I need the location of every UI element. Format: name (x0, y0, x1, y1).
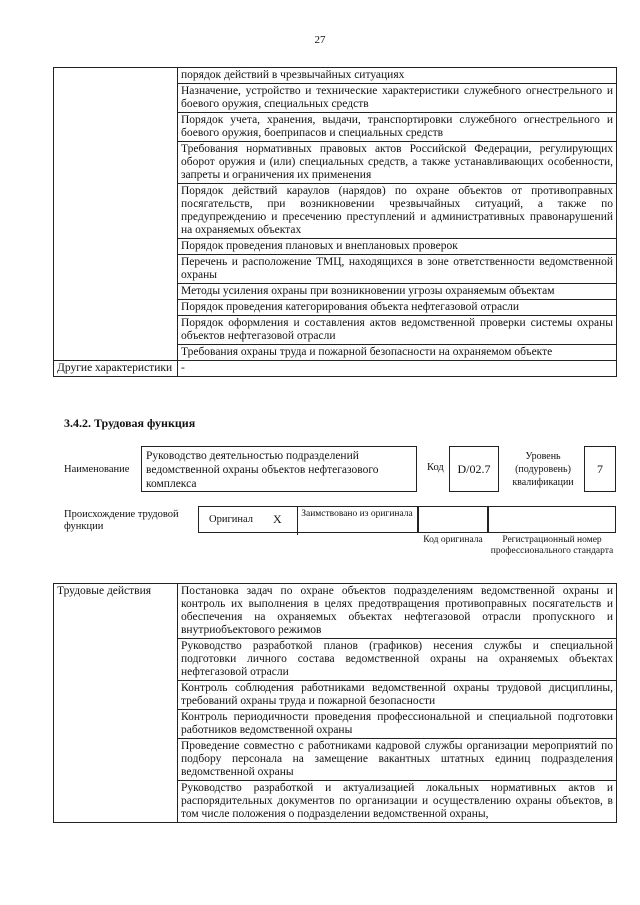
knowledge-item: Перечень и расположение ТМЦ, находящихся в зоне ответственности ведомственной охраны (178, 255, 617, 284)
knowledge-item: Требования нормативных правовых актов Российской Федерации, регулирующих оборот оружия и (или) специальных средств, а также устанавливающих особенности, запреты и ограничения их применения (178, 142, 617, 184)
knowledge-item: Порядок учета, хранения, выдачи, транспортировки служебного огнестрельного и боевого оружия, боеприпасов и специальных средств (178, 113, 617, 142)
level-label: Уровень (подуровень) квалификации (512, 451, 574, 488)
knowledge-item: Назначение, устройство и технические характеристики служебного огнестрельного и боевого оружия, специальных средств (178, 84, 617, 113)
knowledge-item: Порядок действий караулов (нарядов) по охране объектов от противоправных посягательств, при возникновении чрезвычайных ситуаций, а также по предупреждению и пресечению преступлений и административных правонарушений на охраняемых объектах (178, 184, 617, 239)
labor-action-item: Контроль соблюдения работниками ведомственной охраны трудовой дисциплины, требований охраны труда и пожарной безопасности (178, 681, 617, 710)
knowledge-item: порядок действий в чрезвычайных ситуациях (178, 68, 617, 84)
function-name: Руководство деятельностью подразделений ведомственной охраны объектов нефтегазового комплекса (141, 446, 417, 492)
knowledge-item: Порядок оформления и составления актов ведомственной проверки системы охраны объектов нефтегазовой отрасли (178, 316, 617, 345)
labor-action-item: Руководство разработкой планов (графиков) несения службы и специальной подготовки личного состава ведомственной охраны на охраняемых объектах нефтегазовой отрасли (178, 639, 617, 681)
name-label: Наименование (64, 464, 130, 475)
knowledge-item: Порядок проведения категорирования объекта нефтегазовой отрасли (178, 300, 617, 316)
borrowed-label: Заимствовано из оригинала (297, 507, 416, 535)
knowledge-item: Требования охраны труда и пожарной безопасности на охраняемом объекте (178, 345, 617, 361)
registration-number-box (488, 506, 616, 533)
labor-action-item: Проведение совместно с работниками кадровой службы организации мероприятий по подбору персонала на замещение вакантных штатных единиц подразделения ведомственной охраны (178, 739, 617, 781)
original-code-caption: Код оригинала (423, 535, 483, 545)
original-code-box (418, 506, 488, 533)
other-characteristics-value: - (178, 361, 617, 377)
page-number: 27 (314, 34, 326, 46)
knowledge-item: Порядок проведения плановых и внеплановых проверок (178, 239, 617, 255)
original-label: Оригинал (209, 514, 253, 525)
labor-actions-label: Трудовые действия (54, 584, 178, 823)
function-code: D/02.7 (449, 446, 499, 492)
knowledge-label-cell (54, 68, 178, 361)
level-value: 7 (584, 446, 616, 492)
origin-label: Происхождение трудовой функции (64, 509, 179, 532)
labor-action-item: Руководство разработкой и актуализацией локальных нормативных актов и распорядительных документов по организации и осуществлению охраны объектов, в том числе положения о подразделении ведомственной охраны, (178, 781, 617, 823)
registration-number-caption: Регистрационный номер профессионального стандарта (490, 535, 614, 556)
labor-actions-table (53, 583, 617, 823)
knowledge-table (53, 67, 617, 377)
original-mark: X (273, 512, 282, 526)
section-title: 3.4.2. Трудовая функция (64, 416, 196, 430)
knowledge-item: Методы усиления охраны при возникновении угрозы охраняемым объектам (178, 284, 617, 300)
labor-action-item: Постановка задач по охране объектов подразделениям ведомственной охраны и контроль их выполнения в целях предотвращения противоправных посягательств и обеспечения на охраняемых объектах нефтегазовой отрасли пропускного и внутриобъектового режимов (178, 584, 617, 639)
other-characteristics-label: Другие характеристики (54, 361, 178, 377)
code-label: Код (427, 462, 444, 473)
labor-action-item: Контроль периодичности проведения профессиональной и специальной подготовки работников ведомственной охраны (178, 710, 617, 739)
origin-box (198, 506, 418, 533)
